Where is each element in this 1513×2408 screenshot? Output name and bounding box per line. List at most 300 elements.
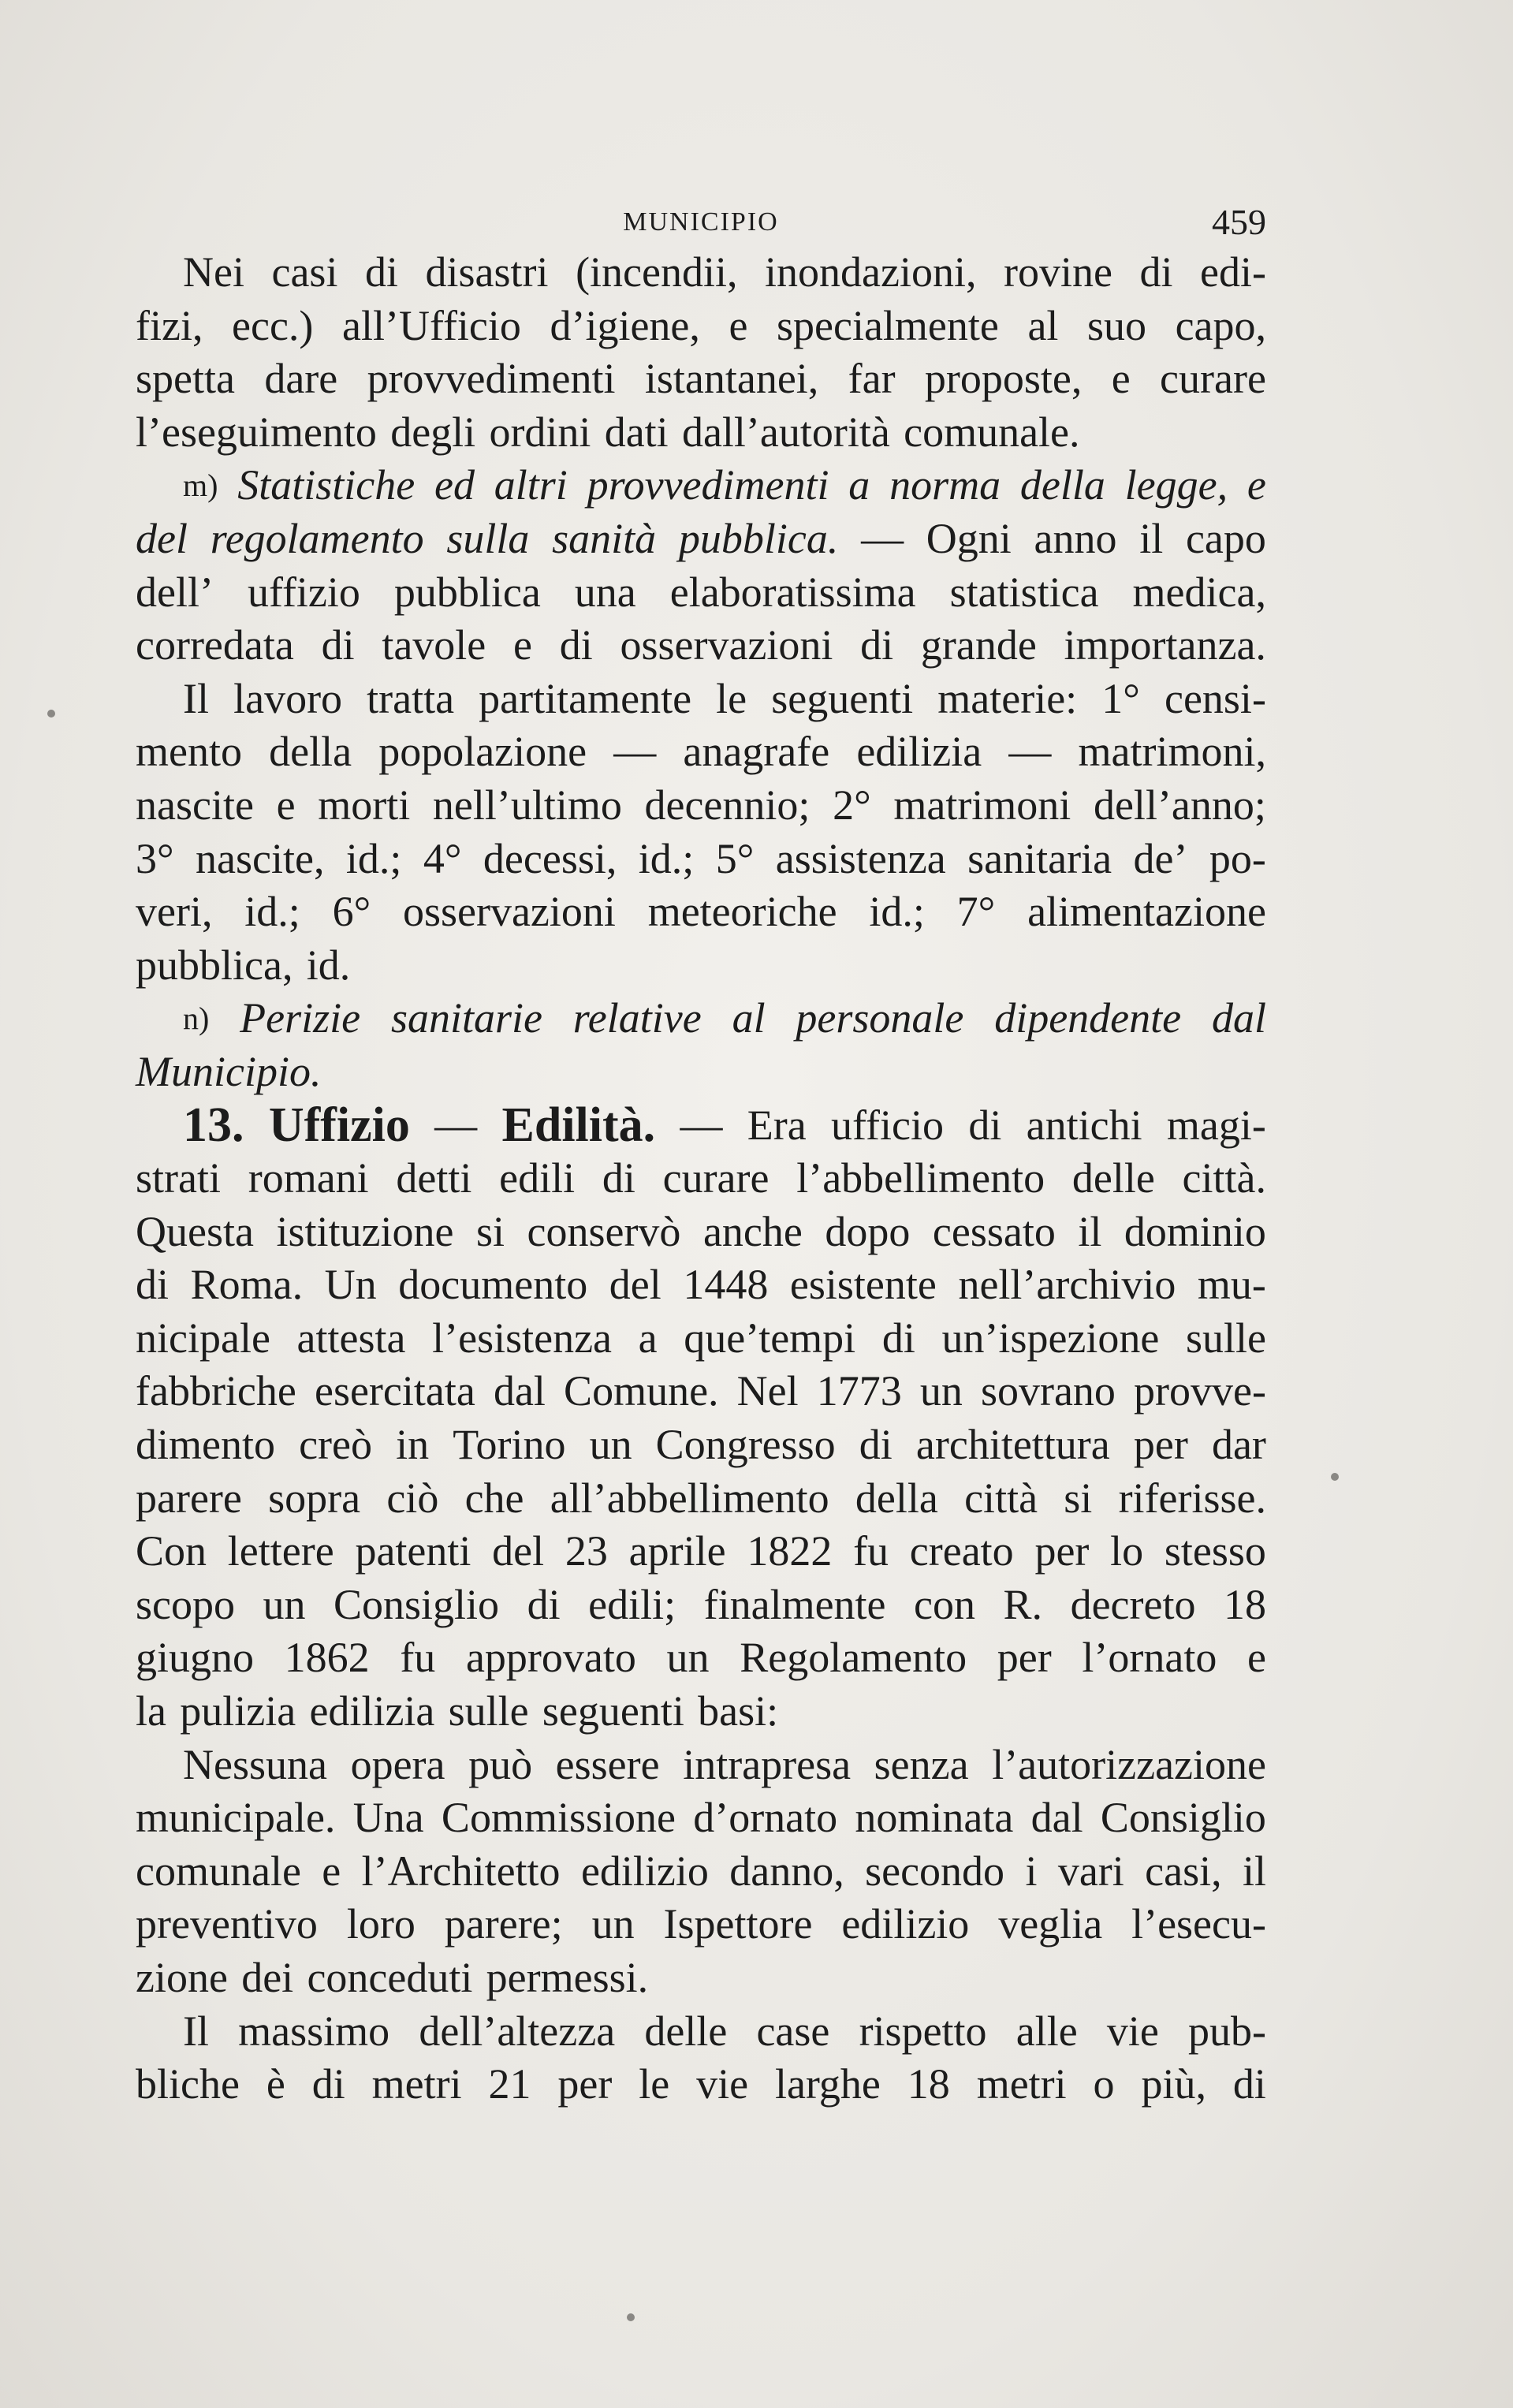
text-line [136,1791,1266,1845]
word: per [1133,1421,1188,1469]
word: fu [853,1527,889,1575]
text-line [136,1472,1266,1526]
word: sanitaria [967,834,1112,882]
text-line [136,1525,1266,1579]
word: antichi [1026,1101,1142,1149]
word: pubblica. [678,514,839,562]
word: casi, [1145,1847,1222,1895]
word: del [609,1261,661,1309]
word: sanitarie [390,994,542,1042]
word: è [266,2060,285,2108]
word: essere [555,1740,660,1788]
word: alle [1015,2007,1078,2055]
word: id.; [244,888,300,936]
word: d’ornato [693,1794,838,1842]
word: id. [306,941,351,989]
word: specialmente [777,301,999,349]
word: attesta [296,1314,406,1362]
word: di [968,1101,1002,1149]
word: si [1064,1474,1093,1522]
word: popolazione [378,728,587,776]
word: nell’archivio [958,1261,1176,1309]
word: esercitata [314,1367,475,1415]
page-header [136,199,1266,246]
word: proposte, [924,355,1083,403]
word: istituzione [276,1207,454,1255]
word: ciò [386,1474,439,1522]
word: il [1139,514,1164,562]
word: 4° [423,834,462,882]
word: un [666,1634,710,1682]
word: Congresso [655,1421,836,1469]
word: metri [371,2060,462,2108]
word: 7° [956,888,996,936]
word: capo [1185,514,1266,562]
word: di [527,1580,561,1628]
word: delle [644,2007,728,2055]
text-line [136,1579,1266,1632]
word: Con [136,1527,207,1575]
word: Questa [136,1207,254,1255]
text-line [136,833,1266,886]
word: veglia [998,1900,1103,1948]
word: per [557,2060,613,2108]
word: d’igiene, [550,301,700,349]
word: e [1247,461,1266,509]
word: suo [1086,301,1146,349]
word: m) [183,468,218,504]
word: Era [747,1101,807,1149]
word: 1862 [284,1634,370,1682]
word: creato [909,1527,1014,1575]
word: al [732,994,766,1042]
word: stesso [1164,1527,1266,1575]
word: case [756,2007,830,2055]
word: de’ [1133,834,1188,882]
word: Consiglio [1100,1794,1266,1842]
word: pub- [1188,2007,1266,2055]
word: di [881,1314,915,1362]
word: edi- [1200,248,1266,296]
text-line [136,1258,1266,1312]
word: veri, [136,888,213,936]
word: tavole [382,621,486,669]
word: norma [889,461,1001,509]
word: parere; [444,1900,563,1948]
word: disastri [425,248,549,296]
word: curare [1160,355,1266,403]
word: metri [976,2060,1067,2108]
word: partitamente [479,674,692,722]
word: di [859,1421,893,1469]
word: larghe [774,2060,881,2108]
word: pubblica, [136,941,293,989]
word: corredata [136,621,294,669]
word: 1773 [816,1367,902,1415]
word: Statistiche [237,461,416,509]
word: fizi, [136,301,203,349]
text-line [136,1312,1266,1366]
word: città [964,1474,1038,1522]
word: edilizio [580,1847,709,1895]
word: dati [604,408,669,456]
word: patenti [355,1527,471,1575]
word: tratta [367,674,455,722]
word: l’abbellimento [796,1154,1045,1202]
word: conservò [527,1207,681,1255]
word: sanità [552,514,657,562]
word: di [860,621,894,669]
word: si [475,1207,505,1255]
word: vari [1057,1847,1124,1895]
word: che [464,1474,524,1522]
word: di [321,621,355,669]
word: mu- [1197,1261,1266,1309]
word: del [136,514,188,562]
word: secondo [865,1847,1005,1895]
word: 5° [715,834,755,882]
word: personale [796,994,964,1042]
word: parere [136,1474,242,1522]
word: sulla [446,514,530,562]
word: far [848,355,896,403]
word: al [1027,301,1059,349]
word: dal [493,1367,546,1415]
word: (incendii, [576,248,738,296]
word: 18 [907,2060,950,2108]
word: finalmente [703,1580,886,1628]
word: comunale. [904,408,1080,456]
word: curare [662,1154,770,1202]
word: l’esistenza [432,1314,613,1362]
word: municipale. [136,1794,336,1842]
word: 1° [1101,674,1140,722]
word: dimento [136,1421,275,1469]
word: Una [352,1794,424,1842]
word: statistica [949,568,1099,616]
text-line [136,1365,1266,1418]
word: Perizie [240,994,361,1042]
word: giugno [136,1634,255,1682]
text-line [136,2058,1266,2112]
word: e [1247,1634,1266,1682]
word: 3° [136,834,174,882]
word: un’ispezione [941,1314,1160,1362]
word: preventivo [136,1900,318,1948]
word: rispetto [859,2007,987,2055]
text-line [136,939,1266,993]
text-line [136,300,1266,353]
word: all’abbellimento [550,1474,829,1522]
word: Roma. [190,1261,304,1309]
word: matrimoni, [1078,728,1266,776]
word: e [322,1847,341,1895]
word: edilizia [309,1687,435,1735]
text-line [136,459,1266,513]
word: dei [241,1954,294,2001]
text-line [136,1046,1266,1099]
word: grande [920,621,1037,669]
word: e [513,621,532,669]
word: di [136,1261,170,1309]
word: assistenza [775,834,946,882]
text-line [136,1951,1266,2005]
word: creò [299,1421,373,1469]
word: dell’anno; [1093,781,1266,829]
word: decessi, [483,834,617,882]
text-line [136,1099,1266,1153]
text-line [136,619,1266,673]
word: in [396,1421,430,1469]
word: 2° [833,781,871,829]
word: e [729,301,748,349]
word: della [855,1474,938,1522]
word: l’ornato [1082,1634,1217,1682]
word: capo, [1175,301,1266,349]
word: decreto [1070,1580,1196,1628]
word: l’autorizzazione [992,1740,1266,1788]
word: Municipio. [136,1047,322,1095]
word: Edilità. [501,1098,656,1152]
running-title: MUNICIPIO [623,207,779,237]
text-line [136,2005,1266,2059]
text-line [136,1418,1266,1472]
word: lavoro [233,674,343,722]
word: dipendente [994,994,1182,1042]
word: Regolamento [740,1634,967,1682]
word: conceduti [307,1954,473,2001]
word: nell’ultimo [432,781,622,829]
word: — [613,728,657,776]
word: di [559,621,593,669]
word: uffizio [247,568,360,616]
word: edili [499,1154,576,1202]
word: senza [874,1740,969,1788]
word: più, [1141,2060,1206,2108]
word: approvato [465,1634,636,1682]
word: sulle [1185,1314,1266,1362]
word: città. [1182,1154,1266,1202]
word: un [591,1900,635,1948]
word: decennio; [644,781,811,829]
text-line [136,246,1266,300]
word: di [1232,2060,1266,2108]
word: ecc.) [232,301,314,349]
word: seguenti [542,1687,684,1735]
word: strati [136,1154,221,1202]
word: il [1242,1847,1266,1895]
word: Il [183,2007,209,2055]
word: romani [248,1154,369,1202]
word: Torino [453,1421,566,1469]
word: Consiglio [334,1580,500,1628]
word: fabbriche [136,1367,296,1415]
text-line [136,1739,1266,1792]
word: un [263,1580,306,1628]
word: intrapresa [683,1740,852,1788]
text-line [136,1845,1266,1899]
word: e [1111,355,1131,403]
word: il [1078,1207,1102,1255]
text-line [136,885,1266,939]
word: osservazioni [402,888,616,936]
word: degli [390,408,476,456]
word: del [492,1527,545,1575]
word: Nessuna [183,1740,327,1788]
word: importanza. [1064,621,1266,669]
word: ed [434,461,475,509]
word: all’Ufficio [341,301,521,349]
word: Un [324,1261,377,1309]
word: l’esecu- [1131,1900,1266,1948]
text-line [136,992,1266,1046]
word: elaboratissima [669,568,916,616]
word: può [468,1740,533,1788]
word: ufficio [831,1101,944,1149]
word: Ispettore [663,1900,813,1948]
word: pulizia [180,1687,296,1735]
word: censi- [1164,674,1266,722]
word: i [1025,1847,1038,1895]
word: una [574,568,636,616]
text-line [136,1685,1266,1739]
word: Nel [736,1367,799,1415]
word: 13. [183,1098,244,1152]
word: dal [1211,994,1266,1042]
text-line [136,673,1266,726]
word: di [602,1154,635,1202]
word: per [997,1634,1052,1682]
word: massimo [238,2007,390,2055]
text-line [136,1631,1266,1685]
word: le [716,674,747,722]
word: dall’autorità [681,408,890,456]
paper-speck [627,2313,635,2321]
text-line [136,513,1266,566]
word: — [680,1101,723,1149]
word: seguenti [771,674,914,722]
word: della [269,728,352,776]
word: anno [1034,514,1117,562]
word: l’Architetto [361,1847,561,1895]
word: Comune. [564,1367,719,1415]
word: della [1019,461,1105,509]
word: Nei [183,248,244,296]
word: architettura [915,1421,1110,1469]
word: aprile [628,1527,726,1575]
word: istantanei, [644,355,819,403]
word: comunale [136,1847,301,1895]
word: regolamento [210,514,424,562]
word: — [1008,728,1052,776]
word: esistente [789,1261,937,1309]
text-line [136,1206,1266,1259]
word: medica, [1132,568,1266,616]
paper-speck [47,710,55,718]
word: que’tempi [684,1314,856,1362]
word: lettere [227,1527,334,1575]
word: rovine [1004,248,1112,296]
word: id.; [638,834,695,882]
word: vie [1106,2007,1159,2055]
word: 21 [488,2060,531,2108]
page-number: 459 [1212,202,1266,242]
word: — [434,1101,478,1149]
word: a [848,461,870,509]
word: loro [346,1900,416,1948]
word: nascite, [196,834,325,882]
text-line [136,779,1266,833]
word: ordini [489,408,591,456]
word: dominio [1124,1207,1266,1255]
word: la [136,1687,166,1735]
word: magi- [1166,1101,1266,1149]
word: dopo [825,1207,911,1255]
word: sopra [268,1474,361,1522]
word: pubblica [393,568,541,616]
word: per [1034,1527,1090,1575]
word: po- [1209,834,1266,882]
word: le [639,2060,670,2108]
word: meteoriche [647,888,837,936]
word: id.; [345,834,402,882]
word: legge, [1124,461,1228,509]
word: un [919,1367,963,1415]
word: a [638,1314,658,1362]
word: osservazioni [620,621,833,669]
word: edilizio [841,1900,970,1948]
word: alimentazione [1027,888,1266,936]
word: id.; [869,888,925,936]
body-text [136,246,1266,2112]
word: dell’altezza [419,2007,616,2055]
word: matrimoni [893,781,1071,829]
word: mento [136,728,242,776]
word: n) [183,1001,210,1037]
word: 18 [1223,1580,1266,1628]
word: Il [183,674,209,722]
word: morti [318,781,411,829]
word: nascite [136,781,254,829]
word: spetta [136,355,235,403]
word: Uffizio [268,1098,410,1152]
word: provvedimenti [587,461,829,509]
word: permessi. [486,1954,649,2001]
word: opera [350,1740,445,1788]
word: R. [1003,1580,1043,1628]
text-line [136,406,1266,460]
word: edilizia [856,728,982,776]
word: dal [1030,1794,1083,1842]
word: 1448 [683,1261,769,1309]
word: vie [696,2060,749,2108]
word: materie: [937,674,1078,722]
word: un [589,1421,632,1469]
word: anche [702,1207,803,1255]
word: bliche [136,2060,240,2108]
word: 1822 [747,1527,833,1575]
word: sulle [448,1687,529,1735]
word: l’eseguimento [136,408,377,456]
word: provvedimenti [367,355,616,403]
word: Commissione [441,1794,676,1842]
word: lo [1110,1527,1144,1575]
word: cessato [932,1207,1056,1255]
word: casi [271,248,338,296]
text-line [136,1898,1266,1951]
word: riferisse. [1118,1474,1266,1522]
text-line [136,1152,1266,1206]
